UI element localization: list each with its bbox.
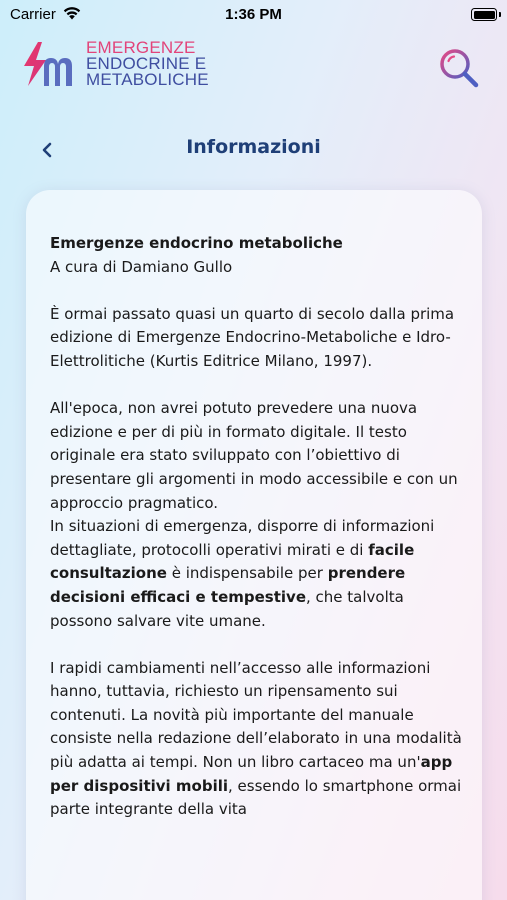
bold-prendere-decisioni: prendere decisioni efficaci e tempestive — [50, 564, 406, 606]
paragraph-2b — [50, 515, 464, 633]
brand-wordmark — [86, 40, 209, 88]
bold-app-dispositivi: app per dispositivi mobili — [50, 753, 453, 795]
paragraph-2b-text: In situazioni di emergenza, disporre di informazioni dettagliate, protocolli operativi mirati e di — [50, 517, 435, 559]
paragraph-3 — [50, 657, 464, 822]
status-time: 1:36 PM — [225, 6, 282, 23]
search-icon[interactable] — [437, 46, 481, 90]
brand-line-3: METABOLICHE — [86, 70, 209, 89]
brand-line-2: ENDOCRINE E — [86, 54, 207, 73]
carrier-label: Carrier — [10, 6, 56, 23]
paragraph-3a-text: I rapidi cambiamenti nell’accesso alle informazioni hanno, tuttavia, richiesto un ripensamento sui contenuti. La novità più importante del manuale consiste nella redazione dell’elaborato in una modalità più adatta ai tempi. Non un libro cartaceo ma un' — [50, 658, 462, 772]
bold-facile-consultazione: facile consultazione — [50, 540, 415, 583]
paragraph-2a: All'epoca, non avrei potuto prevedere una nuova edizione e per di più in formato digitale. Il testo originale era stato sviluppato con l’obiettivo di presentare gli argomenti in modo accessibile e con un approccio pragmatico. — [50, 399, 458, 512]
battery-cap — [499, 12, 502, 17]
nav-bar — [0, 128, 507, 172]
info-card — [26, 190, 482, 900]
app-header — [0, 38, 507, 94]
page-title: Informazioni — [186, 136, 321, 158]
battery-icon — [471, 8, 497, 21]
brand-line-1: EMERGENZE — [86, 38, 196, 57]
paragraph-2d-text: , che talvolta possono salvare vite umane. — [50, 587, 404, 630]
paragraph-2c-text: è indispensabile per — [166, 564, 328, 583]
document-title: Emergenze endocrino metaboliche — [50, 234, 343, 252]
document-author: A cura di Damiano Gullo — [50, 257, 233, 276]
em-bolt-logo-icon — [20, 40, 76, 90]
status-bar — [0, 0, 507, 30]
paragraph-1: È ormai passato quasi un quarto di secolo dalla prima edizione di Emergenze Endocrino-Metaboliche e Idro-Elettrolitiche (Kurtis Editrice Milano, 1997). — [50, 304, 455, 370]
paragraph-3b-text: , essendo lo smartphone ormai parte integrante della vita — [50, 776, 462, 819]
